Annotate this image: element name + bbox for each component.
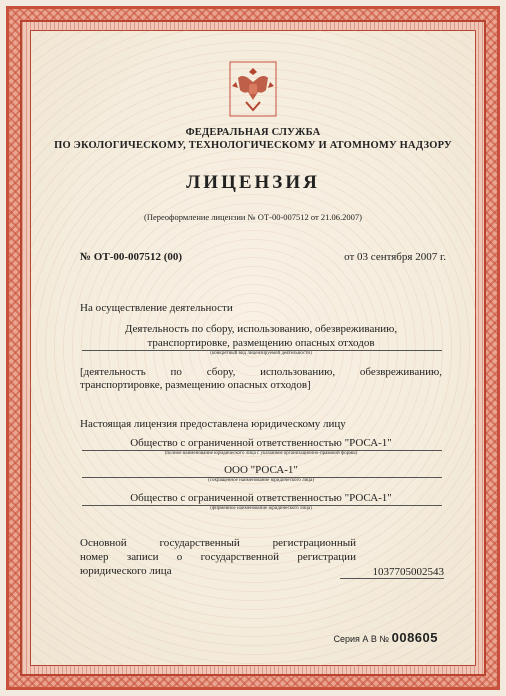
word: обезвреживанию, (359, 366, 442, 378)
activity-line1: Деятельность по сбору, использованию, обезвреживанию, (124, 323, 398, 335)
document-title: ЛИЦЕНЗИЯ (186, 172, 320, 193)
holder-full-name: Общество с ограниченной ответственностью "РОСА-1" (130, 437, 392, 449)
agency-name-line1: ФЕДЕРАЛЬНАЯ СЛУЖБА (185, 127, 321, 138)
word: государственной (200, 551, 279, 563)
word: сбору, (206, 366, 236, 378)
activity-bracket-line2: транспортировке, размещению опасных отходов] (80, 379, 311, 391)
coat-of-arms-icon (228, 60, 278, 118)
registration-line2 (80, 551, 356, 563)
holder-short-name: ООО "РОСА-1" (224, 464, 298, 476)
word: [деятельность (80, 366, 146, 378)
word: о (176, 551, 183, 563)
reissue-note: (Переоформление лицензии № ОТ-00-007512 от 21.06.2007) (144, 212, 362, 222)
series-label: Серия А В № (333, 634, 390, 644)
word: регистрации (297, 551, 356, 563)
series-digits: 008605 (391, 630, 438, 645)
word: записи (126, 551, 159, 563)
holder-brand-name: Общество с ограниченной ответственностью "РОСА-1" (130, 492, 392, 504)
word: использованию, (260, 366, 336, 378)
word: регистрационный (272, 537, 356, 549)
activity-bracket-line1 (80, 366, 442, 378)
brand-name-caption: (фирменное наименование юридического лица) (210, 506, 312, 511)
word: по (170, 366, 182, 378)
word: государственный (159, 537, 240, 549)
short-name-caption: (сокращенное наименование юридического лица) (208, 478, 314, 483)
full-name-caption: (полное наименование юридического лица с указанием организационно-правовой формы) (164, 451, 358, 456)
activity-caption: (конкретный вид лицензируемой деятельности) (210, 351, 312, 356)
license-number: № ОТ-00-007512 (00) (80, 251, 183, 263)
series-number (334, 630, 438, 645)
agency-name-line2: ПО ЭКОЛОГИЧЕСКОМУ, ТЕХНОЛОГИЧЕСКОМУ И АТОМНОМУ НАДЗОРУ (54, 140, 452, 151)
license-date: от 03 сентября 2007 г. (344, 251, 446, 263)
holder-heading: Настоящая лицензия предоставлена юридическому лицу (80, 418, 346, 430)
word: Основной (80, 537, 127, 549)
registration-line1 (80, 537, 356, 549)
word: номер (80, 551, 109, 563)
activity-heading: На осуществление деятельности (80, 302, 233, 314)
registration-number: 1037705002543 (340, 566, 444, 579)
activity-line2: транспортировке, размещению опасных отходов (147, 337, 375, 349)
registration-line3: юридического лица (80, 565, 172, 577)
